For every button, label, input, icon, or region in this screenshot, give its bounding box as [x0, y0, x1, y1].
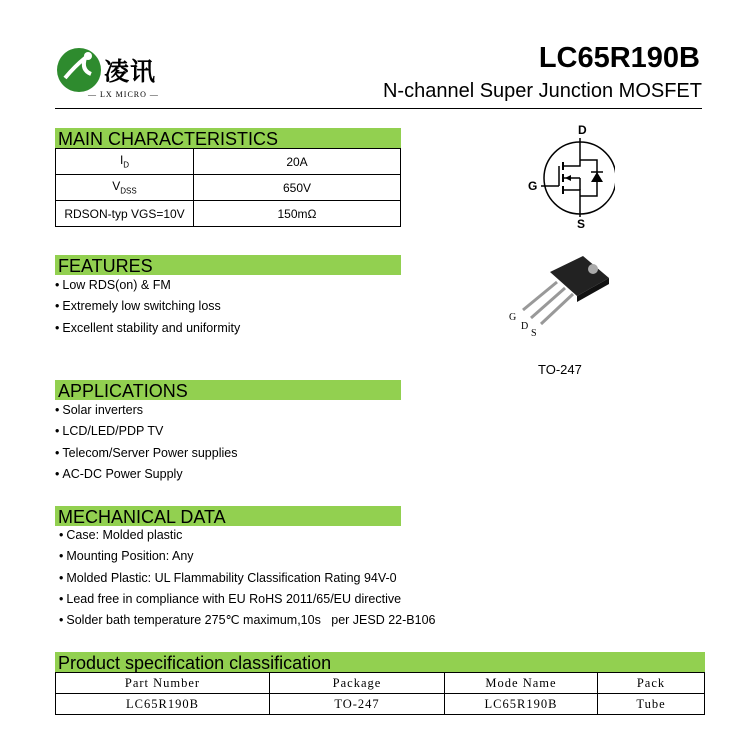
column-header: Pack — [598, 673, 705, 694]
mechanical-header: MECHANICAL DATA — [55, 506, 401, 526]
table-row — [56, 175, 401, 201]
main-characteristics-header: MAIN CHARACTERISTICS — [55, 128, 401, 148]
gate-label: G — [528, 179, 538, 193]
applications-header: APPLICATIONS — [55, 380, 401, 400]
device-subtitle: N-channel Super Junction MOSFET — [382, 80, 702, 102]
column-header: Part Number — [56, 673, 270, 694]
drain-label: D — [578, 123, 587, 137]
param-value: 150mΩ — [194, 201, 401, 227]
table-row — [56, 149, 401, 175]
table-row — [56, 694, 705, 715]
source-label: S — [577, 217, 586, 230]
header-divider — [55, 108, 702, 109]
part-number-title: LC65R190B — [538, 42, 700, 74]
mechanical-list — [59, 525, 435, 631]
list-item: • Solar inverters — [55, 400, 237, 421]
product-spec-header: Product specification classification — [55, 652, 705, 672]
list-item: • Molded Plastic: UL Flammability Classification Rating 94V-0 — [59, 568, 435, 589]
table-cell: LC65R190B — [445, 694, 598, 715]
main-characteristics-table — [55, 148, 401, 227]
param-value: 20A — [194, 149, 401, 175]
list-item: • AC-DC Power Supply — [55, 464, 237, 485]
product-spec-table — [55, 672, 705, 715]
column-header: Package — [270, 673, 445, 694]
features-list — [55, 275, 240, 339]
mosfet-symbol-icon — [525, 120, 615, 230]
features-header: FEATURES — [55, 255, 401, 275]
param-label: $I_D$ — [56, 149, 194, 175]
list-item: • Excellent stability and uniformity — [55, 318, 240, 339]
pkg-drain-label: D — [521, 321, 529, 332]
list-item: • Mounting Position: Any — [59, 546, 435, 567]
list-item: • Solder bath temperature 275℃ maximum,10s per JESD 22-B106 — [59, 610, 435, 631]
list-item: • Extremely low switching loss — [55, 296, 240, 317]
table-header-row — [56, 673, 705, 694]
column-header: Mode Name — [445, 673, 598, 694]
table-cell: Tube — [598, 694, 705, 715]
table-cell: LC65R190B — [56, 694, 270, 715]
to247-package-icon — [505, 252, 615, 340]
pkg-gate-label: G — [509, 312, 517, 323]
package-caption: TO-247 — [538, 362, 582, 377]
table-row — [56, 201, 401, 227]
list-item: • Case: Molded plastic — [59, 525, 435, 546]
list-item: • Lead free in compliance with EU RoHS 2011/65/EU directive — [59, 589, 435, 610]
list-item: • Low RDS(on) & FM — [55, 275, 240, 296]
pkg-source-label: S — [531, 328, 537, 339]
table-cell: TO-247 — [270, 694, 445, 715]
param-label: RDSON-typ VGS=10V — [56, 201, 194, 227]
list-item: • LCD/LED/PDP TV — [55, 421, 237, 442]
param-value: 650V — [194, 175, 401, 201]
applications-list — [55, 400, 237, 485]
list-item: • Telecom/Server Power supplies — [55, 443, 237, 464]
logo-subtext: — LX MICRO — — [88, 90, 159, 99]
logo-text: 凌讯 — [104, 57, 157, 86]
param-label: $V_{DSS}$ — [56, 175, 194, 201]
